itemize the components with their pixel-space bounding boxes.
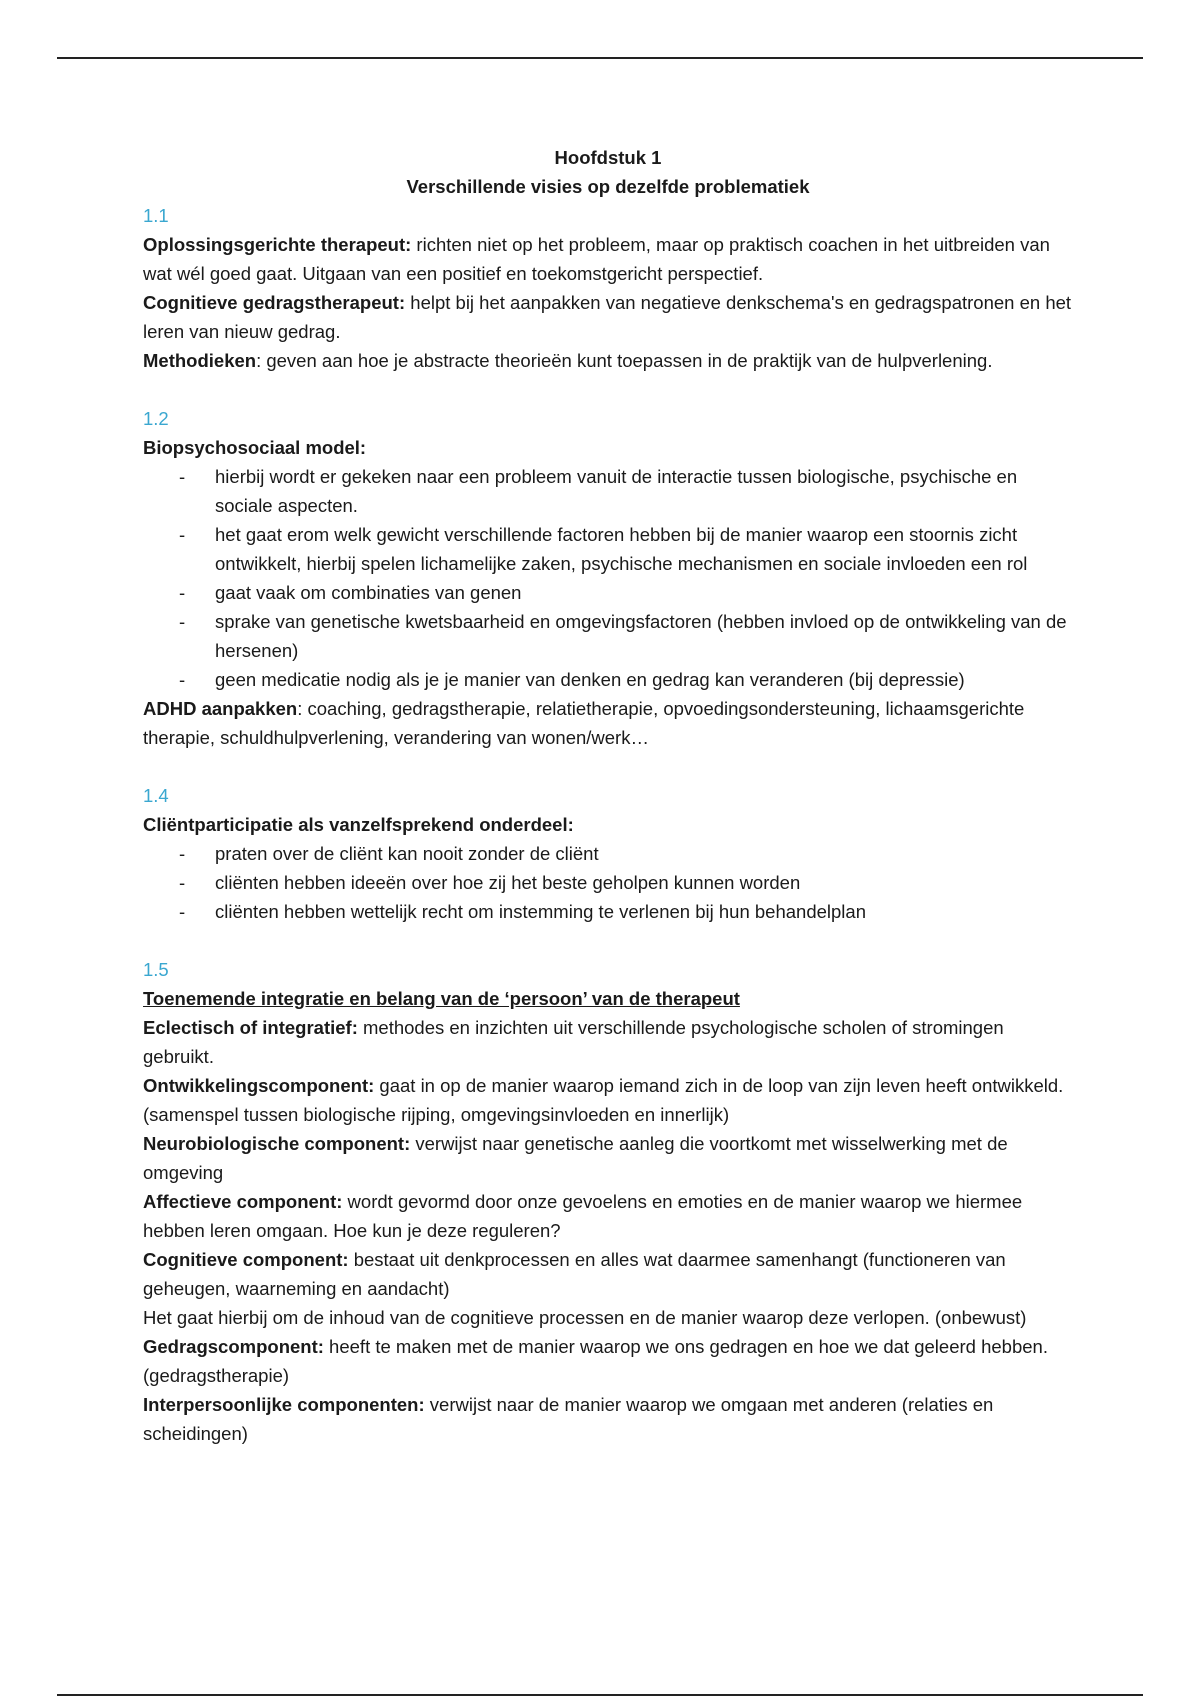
definition-term: Oplossingsgerichte therapeut: [143, 234, 412, 255]
section-number-1-4: 1.4 [143, 785, 169, 806]
plain-paragraph: Het gaat hierbij om de inhoud van de cognitieve processen en de manier waarop deze verlopen. (onbewust) [143, 1307, 1027, 1328]
chapter-title: Hoofdstuk 1 [554, 147, 662, 168]
definition-text: bestaat uit denkprocessen en alles wat daarmee samenhangt (functioneren van geheugen, waarneming en aandacht) [143, 1249, 1006, 1299]
definition-term: Ontwikkelingscomponent: [143, 1075, 375, 1096]
document-body [143, 143, 1073, 1448]
definition-text: verwijst naar genetische aanleg die voortkomt met wisselwerking met de omgeving [143, 1133, 1008, 1183]
definition-paragraph [143, 1013, 1073, 1071]
section-heading: Toenemende integratie en belang van de ‘persoon’ van de therapeut [143, 988, 740, 1009]
definition-text: : coaching, gedragstherapie, relatietherapie, opvoedingsondersteuning, lichaamsgerichte therapie, schuldhulpverlening, verandering van wonen/werk… [143, 698, 1025, 748]
definition-term: Cognitieve gedragstherapeut: [143, 292, 406, 313]
chapter-subtitle: Verschillende visies op dezelfde problematiek [406, 176, 810, 197]
list-item: - sprake van genetische kwetsbaarheid en omgevingsfactoren (hebben invloed op de ontwikkeling van de hersenen) [215, 607, 1073, 665]
definition-paragraph [143, 1390, 1073, 1448]
bullet-list [143, 462, 1073, 694]
section-heading: Cliëntparticipatie als vanzelfsprekend onderdeel: [143, 814, 574, 835]
definition-paragraph [143, 1245, 1073, 1303]
list-item: - cliënten hebben wettelijk recht om instemming te verlenen bij hun behandelplan [215, 897, 1073, 926]
definition-text: heeft te maken met de manier waarop we ons gedragen en hoe we dat geleerd hebben. (gedragstherapie) [143, 1336, 1048, 1386]
definition-paragraph [143, 1129, 1073, 1187]
definition-text: gaat in op de manier waarop iemand zich in de loop van zijn leven heeft ontwikkeld. (samenspel tussen biologische rijping, omgevingsinvloeden en innerlijk) [143, 1075, 1064, 1125]
definition-text: wordt gevormd door onze gevoelens en emoties en de manier waarop we hiermee hebben leren omgaan. Hoe kun je deze reguleren? [143, 1191, 1023, 1241]
definition-paragraph [143, 1332, 1073, 1390]
section-number-1-1: 1.1 [143, 205, 169, 226]
definition-term: Cognitieve component: [143, 1249, 349, 1270]
section-heading: Biopsychosociaal model: [143, 437, 367, 458]
definition-term: Eclectisch of integratief: [143, 1017, 358, 1038]
definition-term: Methodieken [143, 350, 257, 371]
section-number-1-5: 1.5 [143, 959, 169, 980]
definition-text: verwijst naar de manier waarop we omgaan met anderen (relaties en scheidingen) [143, 1394, 994, 1444]
definition-paragraph [143, 1071, 1073, 1129]
definition-paragraph [143, 346, 1073, 375]
definition-paragraph [143, 230, 1073, 288]
definition-term: Affectieve component: [143, 1191, 343, 1212]
definition-term: ADHD aanpakken [143, 698, 298, 719]
definition-text: : geven aan hoe je abstracte theorieën kunt toepassen in de praktijk van de hulpverlening. [256, 350, 993, 371]
list-item: - praten over de cliënt kan nooit zonder de cliënt [215, 839, 1073, 868]
list-item: - geen medicatie nodig als je je manier van denken en gedrag kan veranderen (bij depressie) [215, 665, 1073, 694]
definition-paragraph [143, 1187, 1073, 1245]
list-item: - het gaat erom welk gewicht verschillende factoren hebben bij de manier waarop een stoornis zicht ontwikkelt, hierbij spelen lichamelijke zaken, psychische mechanismen en sociale invloeden een rol [215, 520, 1073, 578]
definition-text: methodes en inzichten uit verschillende psychologische scholen of stromingen gebruikt. [143, 1017, 1004, 1067]
bullet-list [143, 839, 1073, 926]
list-item: - gaat vaak om combinaties van genen [215, 578, 1073, 607]
definition-term: Interpersoonlijke componenten: [143, 1394, 425, 1415]
definition-text: richten niet op het probleem, maar op praktisch coachen in het uitbreiden van wat wél goed gaat. Uitgaan van een positief en toekomstgericht perspectief. [143, 234, 1050, 284]
section-number-1-2: 1.2 [143, 408, 169, 429]
list-item: - cliënten hebben ideeën over hoe zij het beste geholpen kunnen worden [215, 868, 1073, 897]
bottom-rule [57, 1694, 1143, 1696]
top-rule [57, 57, 1143, 59]
definition-term: Gedragscomponent: [143, 1336, 324, 1357]
definition-paragraph [143, 694, 1073, 752]
definition-text: helpt bij het aanpakken van negatieve denkschema's en gedragspatronen en het leren van nieuw gedrag. [143, 292, 1072, 342]
list-item: - hierbij wordt er gekeken naar een probleem vanuit de interactie tussen biologische, psychische en sociale aspecten. [215, 462, 1073, 520]
definition-paragraph [143, 288, 1073, 346]
definition-term: Neurobiologische component: [143, 1133, 411, 1154]
